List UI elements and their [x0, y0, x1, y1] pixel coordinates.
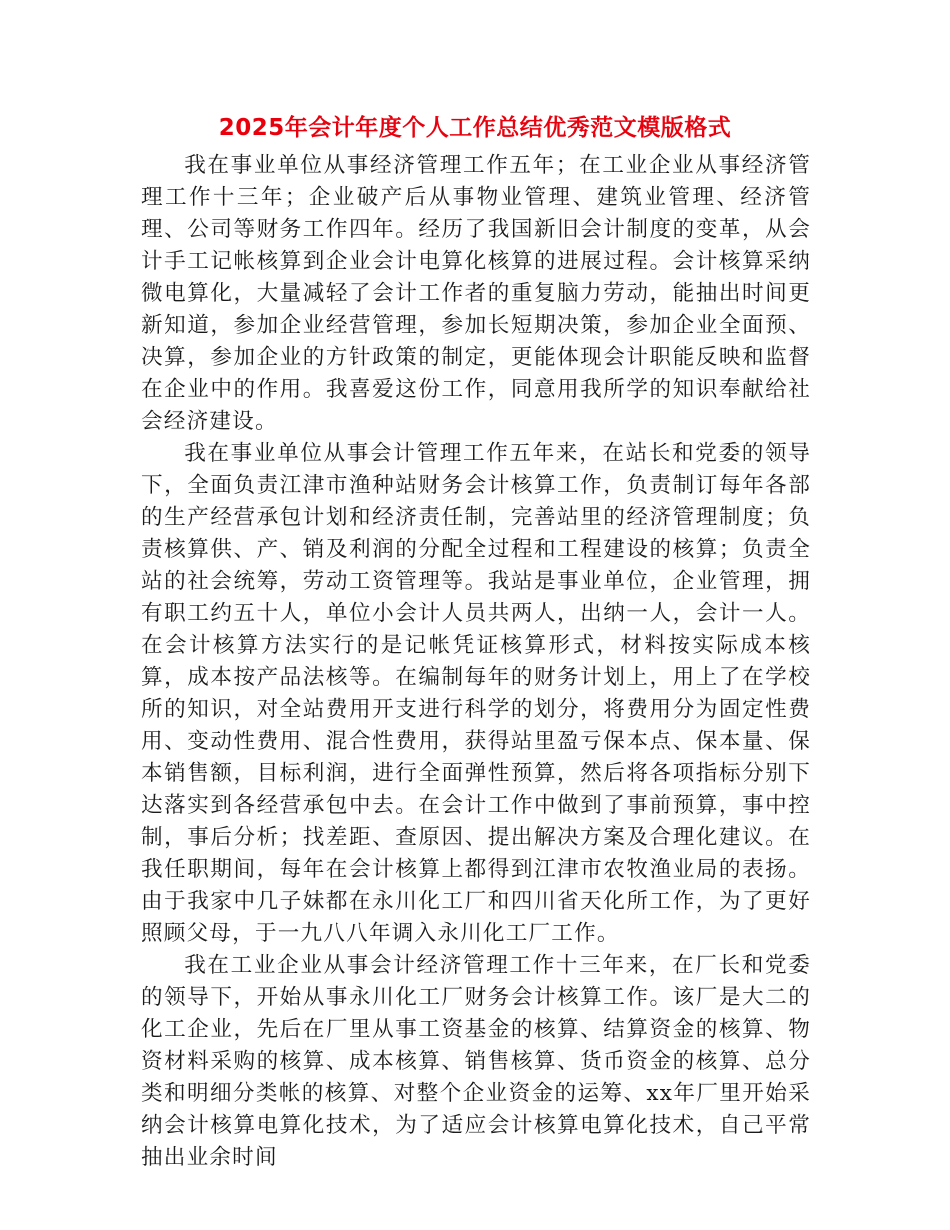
paragraph-3: 我在工业企业从事会计经济管理工作十三年来，在厂长和党委的领导下，开始从事永川化工厂财务会计核算工作。该厂是大二的化工企业，先后在厂里从事工资基金的核算、结算资金的核算、物资材料采购的核算、成本核算、销售核算、货币资金的核算、总分类和明细分类帐的核算、对整个企业资金的运筹、xx年厂里开始采纳会计核算电算化技术，为了适应会计核算电算化技术，自己平常抽出业余时间 [141, 953, 811, 1170]
paragraph-2: 我在事业单位从事会计管理工作五年来，在站长和党委的领导下，全面负责江津市渔种站财务会计核算工作，负责制订每年各部的生产经营承包计划和经济责任制，完善站里的经济管理制度；负责核算供、产、销及利润的分配全过程和工程建设的核算；负责全站的社会统筹，劳动工资管理等。我站是事业单位，企业管理，拥有职工约五十人，单位小会计人员共两人，出纳一人，会计一人。在会计核算方法实行的是记帐凭证核算形式，材料按实际成本核算，成本按产品法核等。在编制每年的财务计划上，用上了在学校所的知识，对全站费用开支进行科学的划分，将费用分为固定性费用、变动性费用、混合性费用，获得站里盈亏保本点、保本量、保本销售额，目标利润，进行全面弹性预算，然后将各项指标分别下达落实到各经营承包中去。在会计工作中做到了事前预算，事中控制，事后分析；找差距、查原因、提出解决方案及合理化建议。在我任职期间，每年在会计核算上都得到江津市农牧渔业局的表扬。由于我家中几子妹都在永川化工厂和四川省天化所工作，为了更好照顾父母，于一九八八年调入永川化工厂工作。 [141, 441, 811, 946]
document-title: 2025年会计年度个人工作总结优秀范文模版格式 [218, 115, 732, 141]
paragraph-1: 我在事业单位从事经济管理工作五年；在工业企业从事经济管理工作十三年；企业破产后从事物业管理、建筑业管理、经济管理、公司等财务工作四年。经历了我国新旧会计制度的变革，从会计手工记帐核算到企业会计电算化核算的进展过程。会计核算采纳微电算化，大量减轻了会计工作者的重复脑力劳动，能抽出时间更新知道，参加企业经营管理，参加长短期决策，参加企业全面预、决算，参加企业的方针政策的制定，更能体现会计职能反映和监督在企业中的作用。我喜爱这份工作，同意用我所学的知识奉献给社会经济建设。 [141, 153, 811, 434]
document-body [141, 150, 811, 1174]
